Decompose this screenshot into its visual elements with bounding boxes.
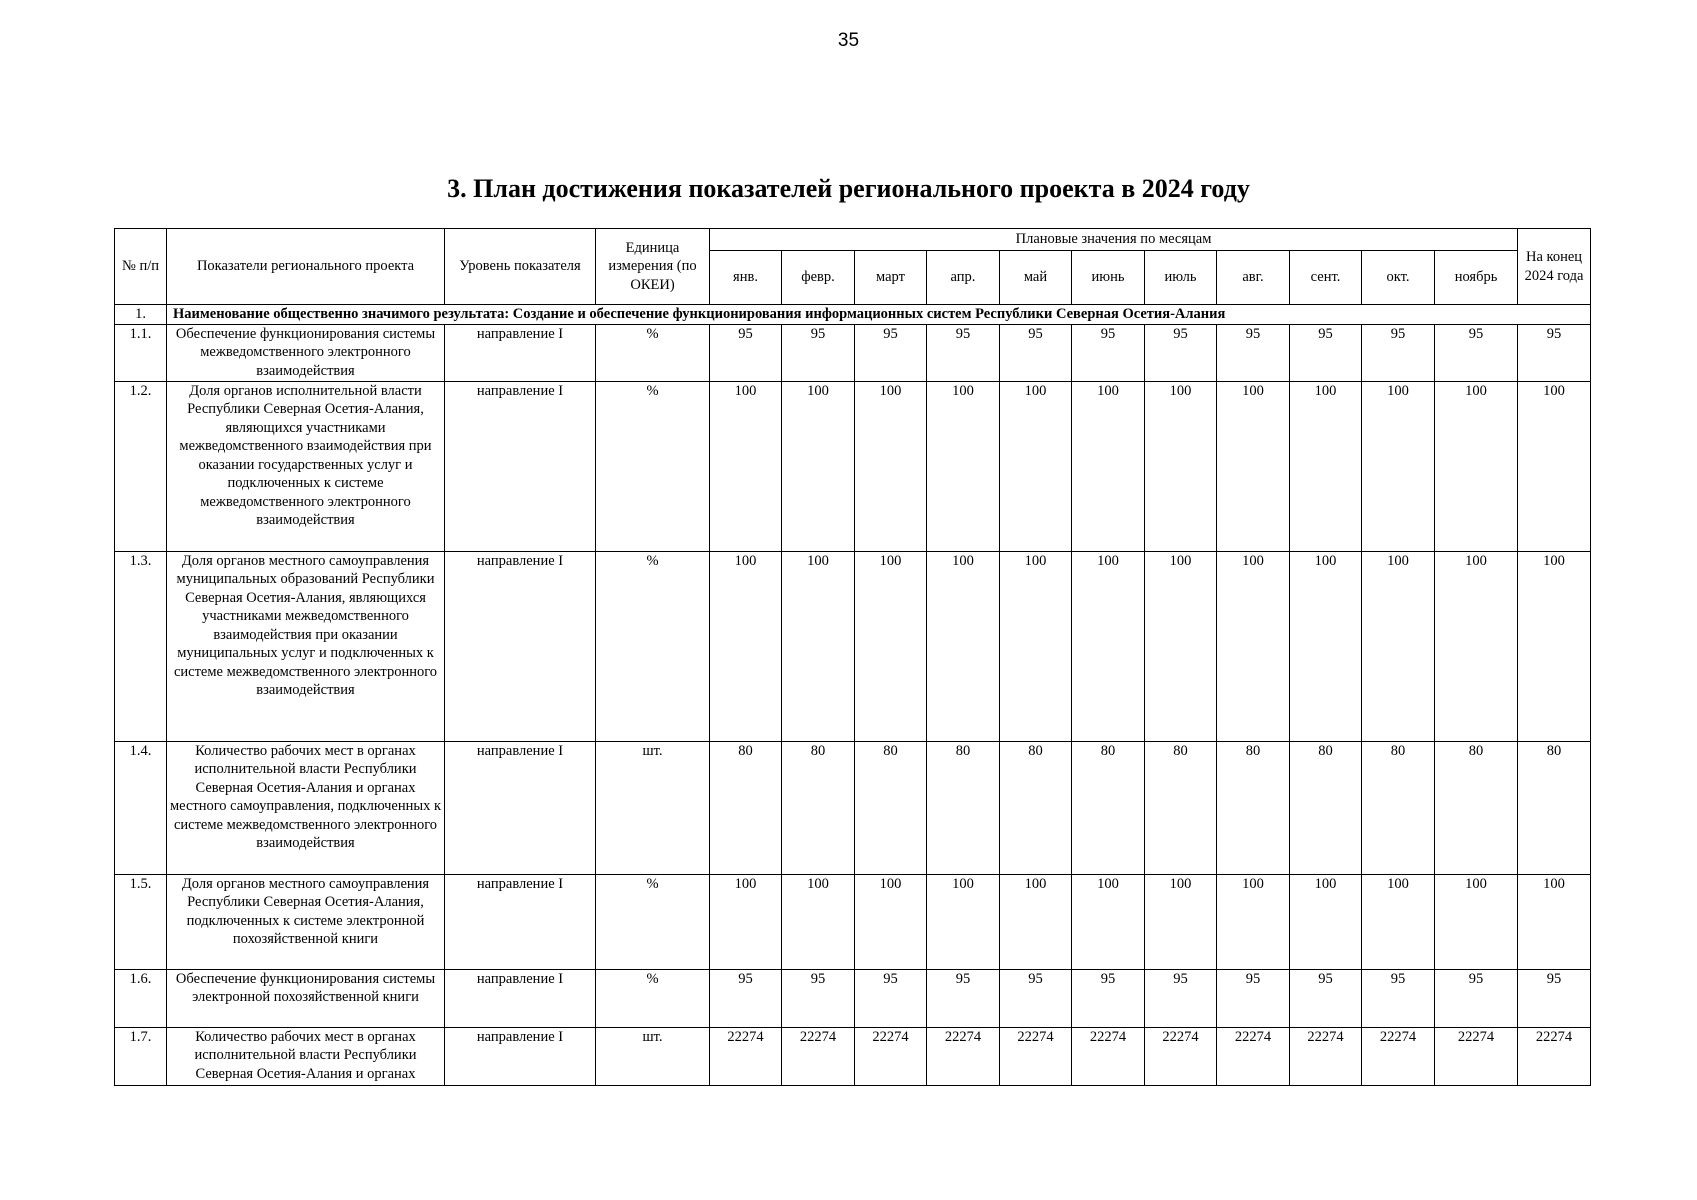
year-end-value: 95 — [1518, 969, 1591, 1027]
month-value: 80 — [1000, 741, 1072, 874]
indicators-plan-table — [114, 228, 1591, 1086]
month-value: 100 — [855, 551, 927, 741]
month-value: 100 — [710, 874, 782, 969]
month-value: 95 — [1072, 324, 1145, 381]
section-row — [115, 305, 1591, 325]
indicator-level: направление I — [445, 741, 596, 874]
indicator-level: направление I — [445, 1027, 596, 1085]
header-unit: Единица измерения (по ОКЕИ) — [596, 229, 710, 305]
indicator-name: Обеспечение функционирования системы межведомственного электронного взаимодействия — [167, 324, 445, 381]
month-value: 95 — [1362, 969, 1435, 1027]
month-value: 22274 — [1290, 1027, 1362, 1085]
row-num: 1.2. — [115, 381, 167, 551]
month-value: 95 — [782, 324, 855, 381]
header-month: март — [855, 251, 927, 305]
month-value: 100 — [1000, 551, 1072, 741]
row-num: 1.4. — [115, 741, 167, 874]
indicator-unit: % — [596, 551, 710, 741]
month-value: 95 — [710, 969, 782, 1027]
month-value: 100 — [1362, 551, 1435, 741]
table-row — [115, 741, 1591, 874]
month-value: 80 — [1362, 741, 1435, 874]
month-value: 80 — [1290, 741, 1362, 874]
month-value: 100 — [1290, 551, 1362, 741]
indicator-unit: % — [596, 324, 710, 381]
month-value: 100 — [1290, 874, 1362, 969]
year-end-value: 80 — [1518, 741, 1591, 874]
month-value: 100 — [710, 551, 782, 741]
month-value: 100 — [1145, 381, 1217, 551]
row-num: 1.6. — [115, 969, 167, 1027]
month-value: 100 — [1000, 874, 1072, 969]
page-number: 35 — [837, 30, 860, 51]
indicator-name: Количество рабочих мест в органах исполнительной власти Республики Северная Осетия-Алания и органах — [167, 1027, 445, 1085]
table-row — [115, 324, 1591, 381]
month-value: 100 — [1145, 874, 1217, 969]
table-row — [115, 969, 1591, 1027]
header-month: май — [1000, 251, 1072, 305]
row-num: 1.5. — [115, 874, 167, 969]
month-value: 100 — [927, 551, 1000, 741]
month-value: 95 — [927, 324, 1000, 381]
month-value: 80 — [1145, 741, 1217, 874]
month-value: 95 — [1000, 324, 1072, 381]
section-num: 1. — [115, 305, 167, 325]
indicator-level: направление I — [445, 551, 596, 741]
month-value: 100 — [1435, 874, 1518, 969]
month-value: 80 — [855, 741, 927, 874]
indicator-name: Доля органов местного самоуправления Республики Северная Осетия-Алания, подключенных к системе электронной похозяйственной книги — [167, 874, 445, 969]
month-value: 22274 — [1217, 1027, 1290, 1085]
indicator-name: Количество рабочих мест в органах исполнительной власти Республики Северная Осетия-Алания и органах местного самоуправления, подключенных к системе межведомственного электронного взаимодействия — [167, 741, 445, 874]
table-row — [115, 551, 1591, 741]
indicator-name: Обеспечение функционирования системы электронной похозяйственной книги — [167, 969, 445, 1027]
month-value: 95 — [1290, 324, 1362, 381]
section-title: Наименование общественно значимого результата: Создание и обеспечение функционирования информационных систем Республики Северная Осетия-Алания — [167, 305, 1591, 325]
row-num: 1.3. — [115, 551, 167, 741]
year-end-value: 95 — [1518, 324, 1591, 381]
header-month: сент. — [1290, 251, 1362, 305]
header-indicator: Показатели регионального проекта — [167, 229, 445, 305]
month-value: 80 — [927, 741, 1000, 874]
indicator-level: направление I — [445, 381, 596, 551]
month-value: 100 — [1217, 551, 1290, 741]
month-value: 22274 — [1435, 1027, 1518, 1085]
month-value: 100 — [1435, 551, 1518, 741]
month-value: 95 — [1362, 324, 1435, 381]
header-month: янв. — [710, 251, 782, 305]
row-num: 1.1. — [115, 324, 167, 381]
month-value: 100 — [1145, 551, 1217, 741]
header-num: № п/п — [115, 229, 167, 305]
month-value: 95 — [1290, 969, 1362, 1027]
month-value: 100 — [782, 874, 855, 969]
page-title: 3. План достижения показателей регионального проекта в 2024 году — [447, 174, 1250, 203]
month-value: 100 — [1290, 381, 1362, 551]
month-value: 95 — [1145, 324, 1217, 381]
header-month: ноябрь — [1435, 251, 1518, 305]
header-month: окт. — [1362, 251, 1435, 305]
header-month: июнь — [1072, 251, 1145, 305]
indicator-unit: % — [596, 969, 710, 1027]
month-value: 95 — [1435, 969, 1518, 1027]
month-value: 22274 — [855, 1027, 927, 1085]
header-monthly-group: Плановые значения по месяцам — [710, 229, 1518, 251]
month-value: 95 — [1435, 324, 1518, 381]
indicator-unit: % — [596, 381, 710, 551]
month-value: 95 — [927, 969, 1000, 1027]
indicator-name: Доля органов местного самоуправления муниципальных образований Республики Северная Осетия-Алания, являющихся участниками межведомственного взаимодействия при оказании муниципальных услуг и подключенных к системе межведомственного электронного взаимодействия — [167, 551, 445, 741]
table-row — [115, 874, 1591, 969]
month-value: 95 — [782, 969, 855, 1027]
month-value: 80 — [710, 741, 782, 874]
indicator-unit: шт. — [596, 1027, 710, 1085]
month-value: 100 — [710, 381, 782, 551]
month-value: 95 — [710, 324, 782, 381]
month-value: 80 — [782, 741, 855, 874]
indicator-name: Доля органов исполнительной власти Республики Северная Осетия-Алания, являющихся участниками межведомственного взаимодействия при оказании государственных услуг и подключенных к системе межведомственного электронного взаимодействия — [167, 381, 445, 551]
month-value: 80 — [1072, 741, 1145, 874]
month-value: 80 — [1435, 741, 1518, 874]
month-value: 100 — [1217, 874, 1290, 969]
year-end-value: 22274 — [1518, 1027, 1591, 1085]
month-value: 22274 — [782, 1027, 855, 1085]
month-value: 100 — [1000, 381, 1072, 551]
indicator-level: направление I — [445, 324, 596, 381]
header-month: авг. — [1217, 251, 1290, 305]
month-value: 100 — [782, 551, 855, 741]
header-month: февр. — [782, 251, 855, 305]
month-value: 100 — [1362, 874, 1435, 969]
month-value: 95 — [1217, 969, 1290, 1027]
header-year-end: На конец 2024 года — [1518, 229, 1591, 305]
month-value: 100 — [1362, 381, 1435, 551]
month-value: 100 — [1435, 381, 1518, 551]
indicator-level: направление I — [445, 874, 596, 969]
month-value: 22274 — [710, 1027, 782, 1085]
row-num: 1.7. — [115, 1027, 167, 1085]
month-value: 100 — [927, 381, 1000, 551]
month-value: 95 — [855, 324, 927, 381]
month-value: 22274 — [1362, 1027, 1435, 1085]
month-value: 100 — [1072, 551, 1145, 741]
month-value: 100 — [1217, 381, 1290, 551]
header-month: июль — [1145, 251, 1217, 305]
indicator-unit: % — [596, 874, 710, 969]
month-value: 100 — [782, 381, 855, 551]
indicator-unit: шт. — [596, 741, 710, 874]
month-value: 95 — [1217, 324, 1290, 381]
year-end-value: 100 — [1518, 874, 1591, 969]
month-value: 95 — [855, 969, 927, 1027]
month-value: 22274 — [1145, 1027, 1217, 1085]
month-value: 100 — [855, 874, 927, 969]
month-value: 100 — [927, 874, 1000, 969]
header-level: Уровень показателя — [445, 229, 596, 305]
month-value: 22274 — [927, 1027, 1000, 1085]
month-value: 80 — [1217, 741, 1290, 874]
month-value: 22274 — [1000, 1027, 1072, 1085]
table-row — [115, 1027, 1591, 1085]
month-value: 22274 — [1072, 1027, 1145, 1085]
month-value: 95 — [1000, 969, 1072, 1027]
year-end-value: 100 — [1518, 381, 1591, 551]
indicator-level: направление I — [445, 969, 596, 1027]
month-value: 100 — [1072, 874, 1145, 969]
month-value: 100 — [855, 381, 927, 551]
month-value: 100 — [1072, 381, 1145, 551]
month-value: 95 — [1072, 969, 1145, 1027]
table-row — [115, 381, 1591, 551]
year-end-value: 100 — [1518, 551, 1591, 741]
header-month: апр. — [927, 251, 1000, 305]
month-value: 95 — [1145, 969, 1217, 1027]
